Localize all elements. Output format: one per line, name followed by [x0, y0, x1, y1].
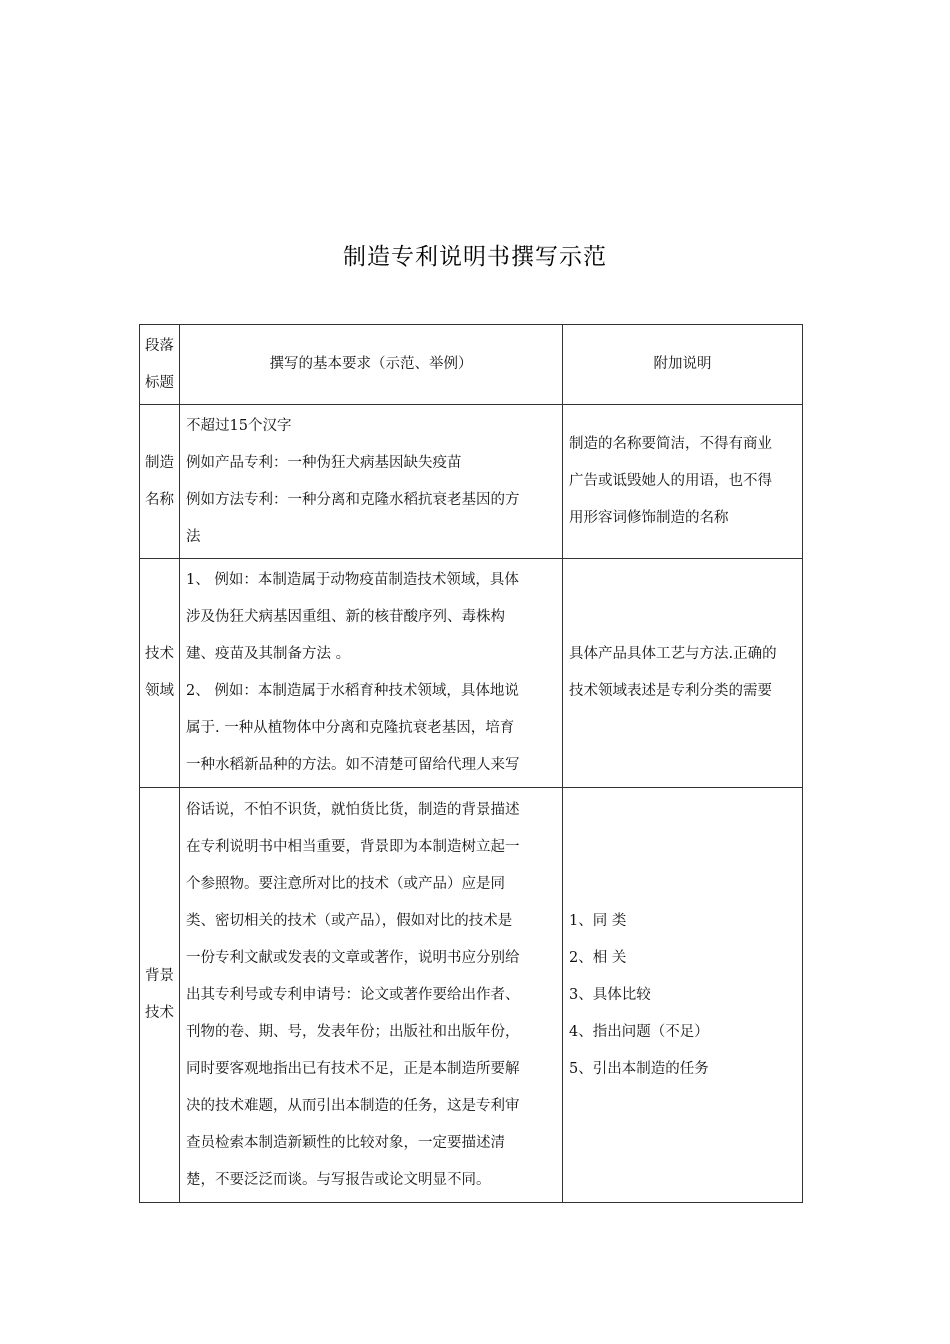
note-line: 4、指出问题（不足）	[569, 1023, 709, 1040]
section-title-line: 领域	[145, 683, 174, 699]
note-line: 5、引出本制造的任务	[569, 1060, 709, 1077]
section-title-line: 技术	[145, 646, 174, 662]
requirement-line: 一种水稻新品种的方法。如不清楚可留给代理人来写	[186, 757, 520, 773]
requirement-line: 刊物的卷、期、号，发表年份；出版社和出版年份，	[186, 1023, 520, 1040]
requirement-line: 建、疫苗及其制备方法 。	[186, 646, 351, 662]
requirement-line: 不超过15个汉字	[186, 417, 292, 434]
note-line: 具体产品具体工艺与方法.正确的	[569, 646, 777, 662]
header-section-title-cell	[140, 325, 180, 405]
requirement-line: 例如方法专利：一种分离和克隆水稻抗衰老基因的方	[186, 491, 520, 508]
requirement-line: 出其专利号或专利申请号：论文或著作要给出作者、	[186, 986, 520, 1003]
requirement-line: 俗话说，不怕不识货，就怕货比货，制造的背景描述	[186, 801, 520, 818]
table-header-row	[140, 325, 803, 405]
requirement-line: 2、 例如：本制造属于水稻育种技术领域，具体地说	[186, 683, 519, 699]
note-line: 1、同 类	[569, 912, 627, 929]
table-row	[140, 559, 803, 788]
requirement-line: 查员检索本制造新颖性的比较对象，一定要描述清	[186, 1134, 505, 1151]
section-title-line: 制造	[145, 454, 174, 471]
note-line: 广告或诋毁她人的用语，也不得	[569, 473, 772, 489]
section-title-cell	[140, 788, 180, 1203]
requirement-line: 例如产品专利：一种伪狂犬病基因缺失疫苗	[186, 454, 462, 471]
patent-spec-table	[139, 324, 803, 1203]
requirements-cell	[180, 405, 563, 559]
requirement-line: 类、密切相关的技术（或产品），假如对比的技术是	[186, 912, 513, 929]
note-line: 3、具体比较	[569, 986, 651, 1003]
section-title-line: 背景	[145, 968, 174, 984]
requirement-line: 同时要客观地指出已有技术不足，正是本制造所要解	[186, 1060, 520, 1077]
header-notes-cell: 附加说明	[563, 325, 803, 405]
notes-cell	[563, 788, 803, 1203]
requirements-cell	[180, 788, 563, 1203]
requirement-line: 楚，不要泛泛而谈。与写报告或论文明显不同。	[186, 1171, 491, 1188]
requirement-line: 1、 例如：本制造属于动物疫苗制造技术领域，具体	[186, 572, 519, 588]
table-row	[140, 405, 803, 559]
note-line: 2、相 关	[569, 949, 627, 966]
requirement-line: 法	[186, 528, 201, 545]
note-line: 技术领域表述是专利分类的需要	[569, 683, 772, 699]
requirement-line: 决的技术难题，从而引出本制造的任务，这是专利审	[186, 1097, 520, 1114]
requirement-line: 在专利说明书中相当重要，背景即为本制造树立起一	[186, 838, 520, 855]
table-row	[140, 788, 803, 1203]
note-line: 用形容词修饰制造的名称	[569, 510, 729, 526]
header-col1-line: 段落	[145, 337, 174, 354]
requirement-line: 涉及伪狂犬病基因重组、新的核苷酸序列、毒株构	[186, 609, 505, 625]
document-title: 制造专利说明书撰写示范	[343, 244, 607, 270]
requirements-cell	[180, 559, 563, 788]
header-requirements-cell: 撰写的基本要求（示范、举例）	[180, 325, 563, 405]
notes-cell	[563, 559, 803, 788]
section-title-cell	[140, 559, 180, 788]
header-col1-line: 标题	[145, 374, 174, 391]
requirement-line: 一份专利文献或发表的文章或著作，说明书应分别给	[186, 949, 520, 966]
note-line: 制造的名称要简洁，不得有商业	[569, 436, 772, 452]
requirement-line: 属于. 一种从植物体中分离和克隆抗衰老基因，培育	[186, 720, 515, 736]
requirement-line: 个参照物。要注意所对比的技术（或产品）应是同	[186, 875, 505, 892]
section-title-cell	[140, 405, 180, 559]
section-title-line: 名称	[145, 491, 174, 508]
section-title-line: 技术	[145, 1005, 174, 1021]
notes-cell	[563, 405, 803, 559]
